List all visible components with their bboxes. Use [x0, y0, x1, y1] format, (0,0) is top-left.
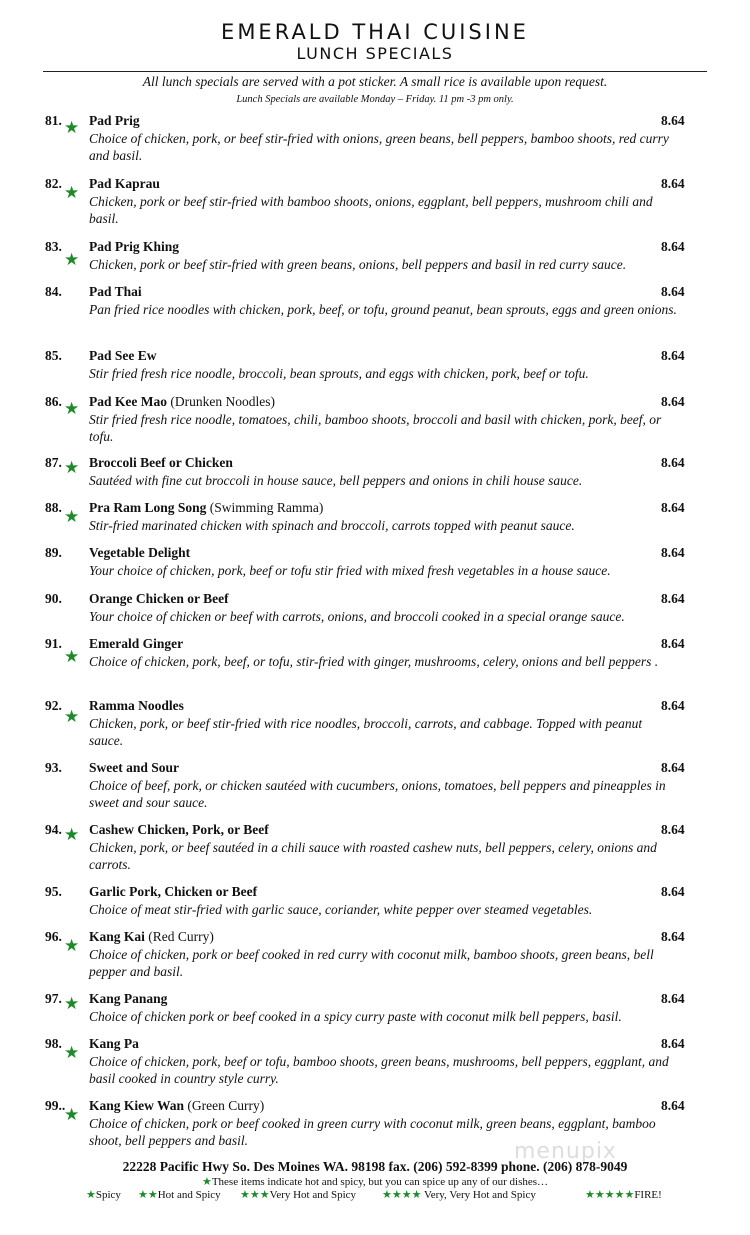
item-price: 8.64: [661, 1036, 685, 1051]
item-description: Choice of chicken, pork, beef, or tofu, stir-fried with ginger, mushrooms, celery, onions and bell peppers .: [89, 654, 659, 669]
legend-label: Spicy: [95, 1189, 121, 1201]
legend-entry: [138, 1188, 221, 1201]
menu-item: [0, 929, 750, 979]
menu-item: [0, 884, 750, 934]
item-description: Choice of chicken pork or beef cooked in a spicy curry paste with coconut milk bell peppers, basil.: [89, 1009, 622, 1024]
item-name-extra: (Green Curry): [184, 1098, 265, 1113]
star-icon: ★: [201, 1176, 212, 1188]
item-description: Choice of chicken, pork, or beef stir-fried with onions, green beans, bell peppers, bamboo shoots, red curry and basil.: [89, 131, 669, 163]
item-description: Choice of chicken, pork or beef cooked in green curry with coconut milk, green beans, eggplant, bamboo shoot, bell peppers and basil.: [89, 1116, 656, 1148]
menu-item: [0, 239, 750, 289]
item-description: Choice of chicken, pork, beef or tofu, bamboo shoots, green beans, mushrooms, bell peppers, eggplant, and basil cooked in country style curry.: [89, 1054, 669, 1086]
item-number: 91.: [45, 636, 62, 651]
item-name: Vegetable Delight: [89, 545, 191, 560]
legend-stars-icon: ★★★★★: [585, 1189, 635, 1201]
item-price: 8.64: [661, 591, 685, 606]
header-divider: [43, 71, 707, 72]
menu-subtitle: LUNCH SPECIALS: [296, 44, 454, 63]
item-price: 8.64: [661, 545, 685, 560]
item-price: 8.64: [661, 636, 685, 651]
item-price: 8.64: [661, 1098, 685, 1113]
item-price: 8.64: [661, 822, 685, 837]
menu-item: [0, 348, 750, 398]
item-number: 89.: [45, 545, 62, 560]
legend-entry: [240, 1188, 356, 1201]
legend-label: FIRE!: [634, 1189, 662, 1201]
item-number: 98.: [45, 1036, 62, 1051]
menu-item: [0, 176, 750, 226]
legend-stars-icon: ★★★: [240, 1189, 270, 1201]
item-name: Kang Kai (Red Curry): [89, 929, 214, 944]
menu-item: [0, 284, 750, 334]
item-name: Pad Kaprau: [89, 176, 160, 191]
item-name: Ramma Noodles: [89, 698, 184, 713]
menu-item: [0, 455, 750, 505]
lunch-note: All lunch specials are served with a pot sticker. A small rice is available upon request.: [142, 74, 608, 89]
footer-note: [0, 1175, 750, 1188]
item-description: Chicken, pork, or beef stir-fried with rice noodles, broccoli, carrots, and cabbage. Topped with peanut sauce.: [89, 716, 643, 748]
item-name-extra: (Drunken Noodles): [166, 394, 275, 409]
menu-item: [0, 394, 750, 444]
legend-stars-icon: ★★: [138, 1189, 158, 1201]
item-description: Sautéed with fine cut broccoli in house sauce, bell peppers and onions in chili house sauce.: [89, 473, 583, 488]
item-number: 96.: [45, 929, 62, 944]
item-description: Your choice of chicken, pork, beef or tofu stir fried with mixed fresh vegetables in a house sauce.: [89, 563, 611, 578]
spicy-star-icon: ★: [64, 458, 80, 477]
spicy-star-icon: ★: [64, 825, 80, 844]
item-description: Choice of chicken, pork or beef cooked in red curry with coconut milk, bamboo shoots, green beans, bell pepper and basil.: [89, 947, 654, 979]
item-price: 8.64: [661, 929, 685, 944]
spicy-star-icon: ★: [64, 994, 80, 1013]
item-name: Emerald Ginger: [89, 636, 184, 651]
item-price: 8.64: [661, 284, 685, 299]
item-name: Broccoli Beef or Chicken: [89, 455, 233, 470]
item-number: 95.: [45, 884, 62, 899]
legend-entry: [86, 1188, 121, 1201]
watermark: menupix: [514, 1139, 617, 1164]
item-price: 8.64: [661, 176, 685, 191]
item-description: Your choice of chicken or beef with carrots, onions, and broccoli cooked in a special orange sauce.: [89, 609, 625, 624]
item-price: 8.64: [661, 991, 685, 1006]
legend-label: Hot and Spicy: [157, 1189, 221, 1201]
item-number: 94.: [45, 822, 62, 837]
lunch-hours: Lunch Specials are available Monday – Friday. 11 pm -3 pm only.: [236, 94, 514, 105]
item-description: Choice of meat stir-fried with garlic sauce, coriander, white pepper over steamed vegetables.: [89, 902, 593, 917]
legend-label: Very Hot and Spicy: [269, 1189, 357, 1201]
restaurant-name: EMERALD THAI CUISINE: [221, 20, 529, 44]
item-number: 90.: [45, 591, 62, 606]
item-name-extra: (Swimming Ramma): [206, 500, 324, 515]
menu-item: [0, 591, 750, 641]
item-description: Chicken, pork or beef stir-fried with bamboo shoots, onions, eggplant, bell peppers, mushroom chili and basil.: [89, 194, 653, 226]
spicy-star-icon: ★: [64, 1043, 80, 1062]
item-description: Choice of beef, pork, or chicken sautéed with cucumbers, onions, tomatoes, bell peppers and pineapples in sweet and sour sauce.: [89, 778, 666, 810]
item-price: 8.64: [661, 113, 685, 128]
item-number: 81.: [45, 113, 62, 128]
item-number: 99..: [45, 1098, 66, 1113]
item-description: Pan fried rice noodles with chicken, pork, beef, or tofu, ground peanut, bean sprouts, eggs and green onions.: [89, 302, 677, 317]
spicy-star-icon: ★: [64, 183, 80, 202]
item-price: 8.64: [661, 239, 685, 254]
legend-entry: [382, 1188, 536, 1201]
item-price: 8.64: [661, 348, 685, 363]
item-name: Sweet and Sour: [89, 760, 180, 775]
legend-label: Very, Very Hot and Spicy: [421, 1189, 536, 1201]
item-number: 97.: [45, 991, 62, 1006]
menu-item: [0, 991, 750, 1041]
menu-item: [0, 1036, 750, 1086]
item-number: 85.: [45, 348, 62, 363]
spicy-star-icon: ★: [64, 399, 80, 418]
item-number: 92.: [45, 698, 62, 713]
item-number: 88.: [45, 500, 62, 515]
item-name: Pad Prig Khing: [89, 239, 180, 254]
legend-stars-icon: ★: [86, 1189, 96, 1201]
item-name: Pad Prig: [89, 113, 140, 128]
item-description: Chicken, pork, or beef sautéed in a chili sauce with roasted cashew nuts, bell peppers, celery, onions and carrots.: [89, 840, 657, 872]
item-name: Pad See Ew: [89, 348, 157, 363]
item-description: Stir fried fresh rice noodle, tomatoes, chili, bamboo shoots, broccoli and basil with chicken, pork, beef, or tofu.: [89, 412, 662, 444]
item-price: 8.64: [661, 500, 685, 515]
item-description: Stir-fried marinated chicken with spinach and broccoli, carrots topped with peanut sauce.: [89, 518, 575, 533]
menu-item: [0, 545, 750, 595]
legend-stars-icon: ★★★★: [382, 1189, 422, 1201]
item-description: Stir fried fresh rice noodle, broccoli, bean sprouts, and eggs with chicken, pork, beef or tofu.: [89, 366, 589, 381]
item-name: Orange Chicken or Beef: [89, 591, 229, 606]
item-price: 8.64: [661, 394, 685, 409]
spicy-star-icon: ★: [64, 118, 80, 137]
spicy-star-icon: ★: [64, 707, 80, 726]
item-name-extra: (Red Curry): [144, 929, 214, 944]
item-number: 83.: [45, 239, 62, 254]
spicy-star-icon: ★: [64, 936, 80, 955]
menu-item: [0, 500, 750, 550]
item-price: 8.64: [661, 884, 685, 899]
item-name: Pra Ram Long Song (Swimming Ramma): [89, 500, 324, 515]
item-name: Cashew Chicken, Pork, or Beef: [89, 822, 269, 837]
legend-entry: [585, 1188, 662, 1201]
item-name: Pad Thai: [89, 284, 142, 299]
menu-item: [0, 636, 750, 686]
menu-item: [0, 822, 750, 872]
item-name: Kang Panang: [89, 991, 168, 1006]
item-number: 87.: [45, 455, 62, 470]
item-name: Kang Kiew Wan (Green Curry): [89, 1098, 265, 1113]
item-price: 8.64: [661, 698, 685, 713]
spicy-note-text: These items indicate hot and spicy, but you can spice up any of our dishes…: [211, 1176, 549, 1188]
item-number: 86.: [45, 394, 62, 409]
menu-item: [0, 113, 750, 163]
item-description: Chicken, pork or beef stir-fried with green beans, onions, bell peppers and basil in red curry sauce.: [89, 257, 627, 272]
menu-item: [0, 698, 750, 748]
item-name: Kang Pa: [89, 1036, 139, 1051]
menu-item: [0, 760, 750, 810]
item-number: 82.: [45, 176, 62, 191]
item-name: Garlic Pork, Chicken or Beef: [89, 884, 258, 899]
spicy-star-icon: ★: [64, 507, 80, 526]
item-price: 8.64: [661, 455, 685, 470]
item-name: Pad Kee Mao (Drunken Noodles): [89, 394, 275, 409]
item-price: 8.64: [661, 760, 685, 775]
footer-address: 22228 Pacific Hwy So. Des Moines WA. 98198 fax. (206) 592-8399 phone. (206) 878-9049: [122, 1159, 628, 1174]
item-number: 93.: [45, 760, 62, 775]
spicy-star-icon: ★: [64, 1105, 80, 1124]
spicy-star-icon: ★: [64, 647, 80, 666]
menu-item: [0, 1098, 750, 1148]
spicy-star-icon: ★: [64, 250, 80, 269]
item-number: 84.: [45, 284, 62, 299]
